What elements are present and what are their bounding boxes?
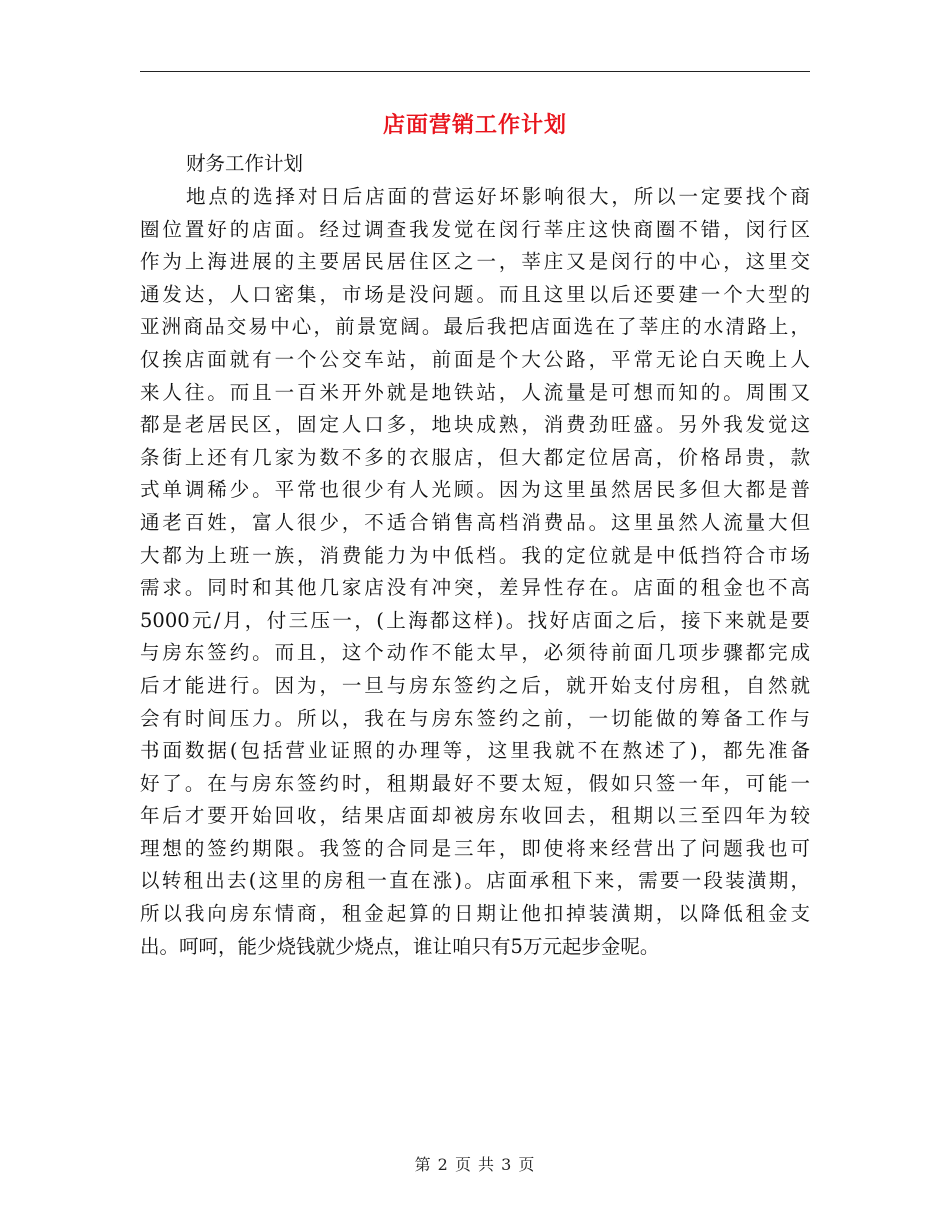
paragraph-line: 式单调稀少。平常也很少有人光顾。因为这里虽然居民多但大都是普 [140,478,810,502]
paragraph-line: 以转租出去(这里的房租一直在涨)。店面承租下来，需要一段装潢期， [140,869,810,893]
section-subtitle: 财务工作计划 [186,152,304,175]
paragraph-line: 后才能进行。因为，一旦与房东签约之后，就开始支付房租，自然就 [140,673,810,697]
header-rule [140,71,810,72]
paragraph-line: 通发达，人口密集，市场是没问题。而且这里以后还要建一个大型的 [140,282,810,306]
paragraph-line: 理想的签约期限。我签的合同是三年，即使将来经营出了问题我也可 [140,836,810,860]
paragraph-line: 来人往。而且一百米开外就是地铁站，人流量是可想而知的。周围又 [140,380,810,404]
page-number: 第 2 页 共 3 页 [414,1155,536,1174]
paragraph-line: 书面数据(包括营业证照的办理等，这里我就不在熬述了)，都先准备 [140,739,810,763]
paragraph-line: 所以我向房东情商，租金起算的日期让他扣掉装潢期，以降低租金支 [140,902,810,926]
paragraph-line: 都是老居民区，固定人口多，地块成熟，消费劲旺盛。另外我发觉这 [140,413,810,437]
body-paragraph [140,181,810,963]
paragraph-line: 与房东签约。而且，这个动作不能太早，必须待前面几项步骤都完成 [140,641,810,665]
paragraph-line: 作为上海进展的主要居民居住区之一，莘庄又是闵行的中心，这里交 [140,250,810,274]
paragraph-line: 圈位置好的店面。经过调查我发觉在闵行莘庄这快商圈不错，闵行区 [140,217,810,241]
paragraph-line: 需求。同时和其他几家店没有冲突，差异性存在。店面的租金也不高 [140,576,810,600]
paragraph-line: 亚洲商品交易中心，前景宽阔。最后我把店面选在了莘庄的水清路上， [140,315,810,339]
paragraph-line: 5000元/月，付三压一，(上海都这样)。找好店面之后，接下来就是要 [140,608,810,632]
paragraph-line: 年后才要开始回收，结果店面却被房东收回去，租期以三至四年为较 [140,804,810,828]
paragraph-line: 地点的选择对日后店面的营运好坏影响很大，所以一定要找个商 [186,185,810,208]
paragraph-line: 出。呵呵，能少烧钱就少烧点，谁让咱只有5万元起步金呢。 [140,934,660,958]
paragraph-line: 大都为上班一族，消费能力为中低档。我的定位就是中低挡符合市场 [140,543,810,567]
paragraph-line: 好了。在与房东签约时，租期最好不要太短，假如只签一年，可能一 [140,771,810,795]
paragraph-line: 条街上还有几家为数不多的衣服店，但大都定位居高，价格昂贵，款 [140,445,810,469]
document-title: 店面营销工作计划 [382,112,567,138]
paragraph-line: 仅挨店面就有一个公交车站，前面是个大公路，平常无论白天晚上人 [140,347,810,371]
paragraph-line: 通老百姓，富人很少，不适合销售高档消费品。这里虽然人流量大但 [140,510,810,534]
paragraph-line: 会有时间压力。所以，我在与房东签约之前，一切能做的筹备工作与 [140,706,810,730]
